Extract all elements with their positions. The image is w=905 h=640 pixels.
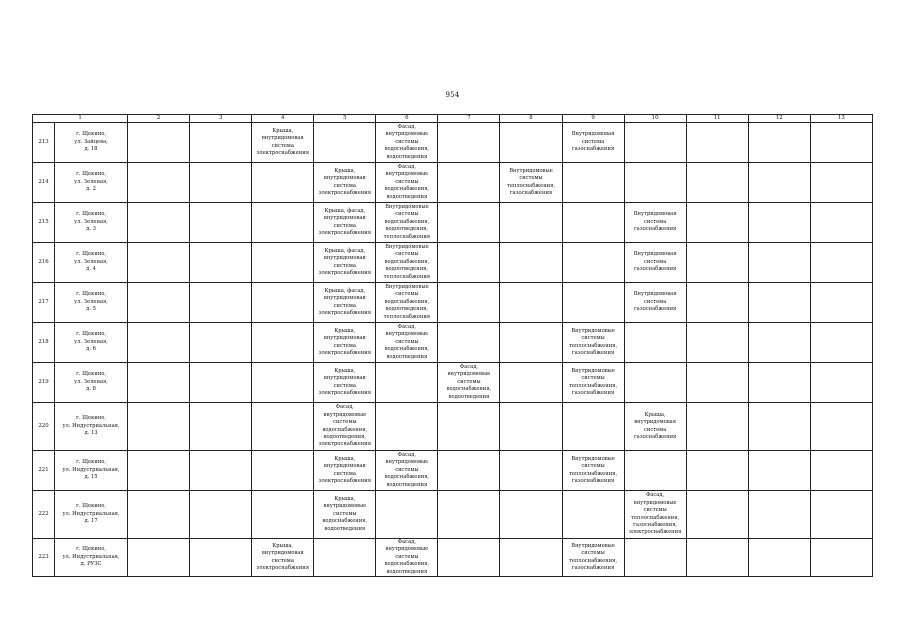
cell-col-4 (252, 539, 314, 577)
address-cell (55, 243, 128, 283)
cell-col-10 (624, 243, 686, 283)
table-row (33, 323, 873, 363)
cell-col-2 (128, 283, 190, 323)
cell-col-13 (810, 403, 872, 451)
row-number: 219 (33, 363, 55, 403)
work-type-text: Крыша, внутридомовая система электроснабжения (318, 367, 372, 396)
cell-col-12 (748, 203, 810, 243)
cell-col-4 (252, 243, 314, 283)
cell-col-11 (686, 203, 748, 243)
cell-col-3 (190, 403, 252, 451)
row-number: 215 (33, 203, 55, 243)
cell-col-12 (748, 163, 810, 203)
cell-col-12 (748, 451, 810, 491)
cell-col-9 (562, 123, 624, 163)
cell-col-6 (376, 283, 438, 323)
header-col-5: 5 (314, 115, 376, 123)
cell-col-6 (376, 539, 438, 577)
work-type-text: Фасад, внутридомовые системы водоснабжения, водоотведения (446, 363, 492, 400)
cell-col-12 (748, 363, 810, 403)
cell-col-3 (190, 203, 252, 243)
header-col-2: 2 (128, 115, 190, 123)
work-type-text: Фасад, внутридомовые системы водоснабжения, водоотведения (384, 323, 430, 360)
cell-col-7 (438, 491, 500, 539)
cell-col-5 (314, 123, 376, 163)
header-col-11: 11 (686, 115, 748, 123)
cell-col-7 (438, 203, 500, 243)
address-cell (55, 363, 128, 403)
header-col-3: 3 (190, 115, 252, 123)
cell-col-11 (686, 163, 748, 203)
cell-col-5 (314, 451, 376, 491)
cell-col-13 (810, 283, 872, 323)
address-text: г. Щекино, ул. Зеленая, д. 3 (74, 211, 108, 233)
cell-col-12 (748, 323, 810, 363)
cell-col-11 (686, 539, 748, 577)
address-text: г. Щекино, ул. Индустриальная, д. 17 (62, 503, 120, 525)
cell-col-10 (624, 163, 686, 203)
address-text: г. Щекино, ул. Индустриальная, д. 15 (62, 459, 120, 481)
work-type-text: Внутридомовая система газоснабжения (633, 211, 677, 233)
cell-col-3 (190, 539, 252, 577)
cell-col-11 (686, 363, 748, 403)
cell-col-12 (748, 491, 810, 539)
cell-col-7 (438, 403, 500, 451)
cell-col-13 (810, 163, 872, 203)
cell-col-2 (128, 163, 190, 203)
cell-col-10 (624, 363, 686, 403)
cell-col-11 (686, 451, 748, 491)
cell-col-4 (252, 203, 314, 243)
cell-col-4 (252, 163, 314, 203)
cell-col-9 (562, 491, 624, 539)
row-number: 222 (33, 491, 55, 539)
cell-col-4 (252, 451, 314, 491)
cell-col-9 (562, 403, 624, 451)
work-type-text: Крыша, фасад, внутридомовая система электроснабжения (318, 287, 372, 316)
cell-col-2 (128, 243, 190, 283)
cell-col-8 (500, 243, 562, 283)
cell-col-13 (810, 491, 872, 539)
cell-col-11 (686, 403, 748, 451)
table-row (33, 403, 873, 451)
cell-col-4 (252, 283, 314, 323)
cell-col-6 (376, 363, 438, 403)
cell-col-5 (314, 283, 376, 323)
cell-col-12 (748, 403, 810, 451)
address-cell (55, 203, 128, 243)
cell-col-13 (810, 323, 872, 363)
cell-col-2 (128, 403, 190, 451)
cell-col-6 (376, 451, 438, 491)
address-cell (55, 323, 128, 363)
address-text: г. Щекино, ул. Индустриальная, д. РУЗС (62, 546, 120, 568)
cell-col-7 (438, 243, 500, 283)
address-cell (55, 403, 128, 451)
row-number: 213 (33, 123, 55, 163)
work-type-text: Внутридомовая система газоснабжения (571, 131, 615, 153)
cell-col-10 (624, 491, 686, 539)
work-type-text: Внутридомовые системы теплоснабжения, газоснабжения (506, 167, 556, 196)
work-type-text: Внутридомовые системы теплоснабжения, газоснабжения (569, 367, 618, 396)
header-col-9: 9 (562, 115, 624, 123)
work-type-text: Внутридомовая система газоснабжения (633, 291, 677, 313)
cell-col-4 (252, 363, 314, 403)
cell-col-8 (500, 123, 562, 163)
row-number: 214 (33, 163, 55, 203)
work-type-text: Крыша, внутридомовая система газоснабжения (633, 411, 677, 440)
cell-col-2 (128, 363, 190, 403)
cell-col-2 (128, 203, 190, 243)
cell-col-7 (438, 323, 500, 363)
cell-col-8 (500, 163, 562, 203)
cell-col-5 (314, 323, 376, 363)
cell-col-2 (128, 491, 190, 539)
cell-col-4 (252, 491, 314, 539)
cell-col-3 (190, 283, 252, 323)
address-cell (55, 163, 128, 203)
cell-col-13 (810, 203, 872, 243)
cell-col-13 (810, 539, 872, 577)
cell-col-9 (562, 163, 624, 203)
work-type-text: Внутридомовые системы теплоснабжения, газоснабжения (569, 455, 618, 484)
header-col-10: 10 (624, 115, 686, 123)
cell-col-6 (376, 323, 438, 363)
header-col-1: 1 (33, 115, 128, 123)
cell-col-7 (438, 451, 500, 491)
cell-col-3 (190, 363, 252, 403)
table-row (33, 163, 873, 203)
cell-col-2 (128, 539, 190, 577)
address-text: г. Щекино, ул. Зеленая, д. 8 (74, 371, 108, 393)
work-type-text: Внутридомовая система газоснабжения (633, 251, 677, 273)
header-col-6: 6 (376, 115, 438, 123)
address-text: г. Щекино, ул. Зеленая, д. 5 (74, 291, 108, 313)
cell-col-13 (810, 123, 872, 163)
work-type-text: Фасад, внутридомовые системы водоснабжения, водоотведения (384, 451, 430, 488)
cell-col-5 (314, 203, 376, 243)
row-number: 216 (33, 243, 55, 283)
address-cell (55, 451, 128, 491)
address-cell (55, 539, 128, 577)
work-type-text: Крыша, фасад, внутридомовая система электроснабжения (318, 207, 372, 236)
work-type-text: Внутридомовые системы теплоснабжения, газоснабжения (569, 542, 618, 571)
cell-col-12 (748, 243, 810, 283)
work-type-text: Фасад, внутридомовые системы теплоснабжения, газоснабжения, электроснабжения (628, 492, 682, 536)
cell-col-10 (624, 323, 686, 363)
row-number: 220 (33, 403, 55, 451)
cell-col-4 (252, 323, 314, 363)
work-type-text: Фасад, внутридомовые системы водоснабжения, водоотведения (384, 123, 430, 160)
table-row (33, 123, 873, 163)
cell-col-13 (810, 363, 872, 403)
table-row (33, 363, 873, 403)
cell-col-9 (562, 203, 624, 243)
cell-col-5 (314, 539, 376, 577)
address-text: г. Щекино, ул. Зеленая, д. 4 (74, 251, 108, 273)
cell-col-5 (314, 491, 376, 539)
cell-col-9 (562, 539, 624, 577)
work-type-text: Внутридомовые системы водоснабжения, водоотведения, теплоснабжения (383, 203, 431, 240)
cell-col-13 (810, 451, 872, 491)
cell-col-10 (624, 539, 686, 577)
cell-col-10 (624, 451, 686, 491)
cell-col-13 (810, 243, 872, 283)
cell-col-6 (376, 203, 438, 243)
work-type-text: Крыша, внутридомовая система электроснабжения (318, 167, 372, 196)
cell-col-7 (438, 283, 500, 323)
address-text: г. Щекино, ул. Зеленая, д. 2 (74, 171, 108, 193)
cell-col-2 (128, 323, 190, 363)
header-col-8: 8 (500, 115, 562, 123)
header-row (33, 115, 873, 123)
work-type-text: Внутридомовые системы водоснабжения, водоотведения, теплоснабжения (383, 243, 431, 280)
work-type-text: Внутридомовые системы водоснабжения, водоотведения, теплоснабжения (383, 283, 431, 320)
cell-col-4 (252, 403, 314, 451)
table-row (33, 539, 873, 577)
page-number: 954 (445, 91, 460, 99)
cell-col-9 (562, 363, 624, 403)
row-number: 221 (33, 451, 55, 491)
cell-col-3 (190, 451, 252, 491)
work-type-text: Крыша, внутридомовая система электроснабжения (318, 327, 372, 356)
table-row (33, 243, 873, 283)
cell-col-5 (314, 163, 376, 203)
work-type-text: Крыша, внутридомовые системы водоснабжения, водоотведения (322, 495, 368, 532)
cell-col-3 (190, 243, 252, 283)
cell-col-5 (314, 403, 376, 451)
cell-col-9 (562, 323, 624, 363)
table-header (33, 115, 873, 123)
cell-col-3 (190, 491, 252, 539)
address-text: г. Щекино, ул. Индустриальная, д. 13 (62, 415, 120, 437)
cell-col-3 (190, 123, 252, 163)
cell-col-12 (748, 539, 810, 577)
cell-col-11 (686, 491, 748, 539)
cell-col-8 (500, 363, 562, 403)
cell-col-6 (376, 123, 438, 163)
table-body (33, 123, 873, 577)
cell-col-12 (748, 283, 810, 323)
header-col-4: 4 (252, 115, 314, 123)
work-type-text: Внутридомовые системы теплоснабжения, газоснабжения (569, 327, 618, 356)
cell-col-6 (376, 163, 438, 203)
work-type-text: Крыша, фасад, внутридомовая система электроснабжения (318, 247, 372, 276)
work-type-text: Крыша, внутридомовая система электроснабжения (318, 455, 372, 484)
cell-col-12 (748, 123, 810, 163)
row-number: 217 (33, 283, 55, 323)
cell-col-6 (376, 243, 438, 283)
cell-col-7 (438, 163, 500, 203)
repair-schedule-table (32, 114, 873, 577)
cell-col-10 (624, 123, 686, 163)
cell-col-10 (624, 403, 686, 451)
address-cell (55, 283, 128, 323)
row-number: 218 (33, 323, 55, 363)
address-cell (55, 491, 128, 539)
cell-col-7 (438, 363, 500, 403)
cell-col-3 (190, 163, 252, 203)
header-col-13: 13 (810, 115, 872, 123)
cell-col-9 (562, 243, 624, 283)
work-type-text: Фасад, внутридомовые системы водоснабжения, водоотведения, электроснабжения (318, 404, 372, 448)
cell-col-6 (376, 403, 438, 451)
work-type-text: Крыша, внутридомовая система электроснабжения (256, 542, 309, 571)
cell-col-9 (562, 451, 624, 491)
cell-col-8 (500, 539, 562, 577)
cell-col-2 (128, 451, 190, 491)
cell-col-8 (500, 451, 562, 491)
cell-col-8 (500, 203, 562, 243)
cell-col-10 (624, 203, 686, 243)
address-text: г. Щекино, ул. Зайцева, д. 18 (74, 131, 108, 153)
cell-col-8 (500, 491, 562, 539)
work-type-text: Фасад, внутридомовые системы водоснабжения, водоотведения (384, 539, 430, 575)
cell-col-8 (500, 403, 562, 451)
address-cell (55, 123, 128, 163)
address-text: г. Щекино, ул. Зеленая, д. 6 (74, 331, 108, 353)
cell-col-10 (624, 283, 686, 323)
cell-col-7 (438, 539, 500, 577)
row-number: 223 (33, 539, 55, 577)
cell-col-3 (190, 323, 252, 363)
cell-col-5 (314, 243, 376, 283)
header-col-12: 12 (748, 115, 810, 123)
header-col-7: 7 (438, 115, 500, 123)
cell-col-4 (252, 123, 314, 163)
cell-col-7 (438, 123, 500, 163)
cell-col-6 (376, 491, 438, 539)
cell-col-8 (500, 323, 562, 363)
table-row (33, 451, 873, 491)
cell-col-11 (686, 243, 748, 283)
work-type-text: Крыша, внутридомовая система электроснабжения (256, 127, 309, 156)
cell-col-2 (128, 123, 190, 163)
cell-col-11 (686, 123, 748, 163)
work-type-text: Фасад, внутридомовые системы водоснабжения, водоотведения (384, 163, 430, 200)
table-row (33, 491, 873, 539)
table-row (33, 203, 873, 243)
cell-col-9 (562, 283, 624, 323)
cell-col-11 (686, 323, 748, 363)
cell-col-11 (686, 283, 748, 323)
cell-col-5 (314, 363, 376, 403)
cell-col-8 (500, 283, 562, 323)
table-row (33, 283, 873, 323)
